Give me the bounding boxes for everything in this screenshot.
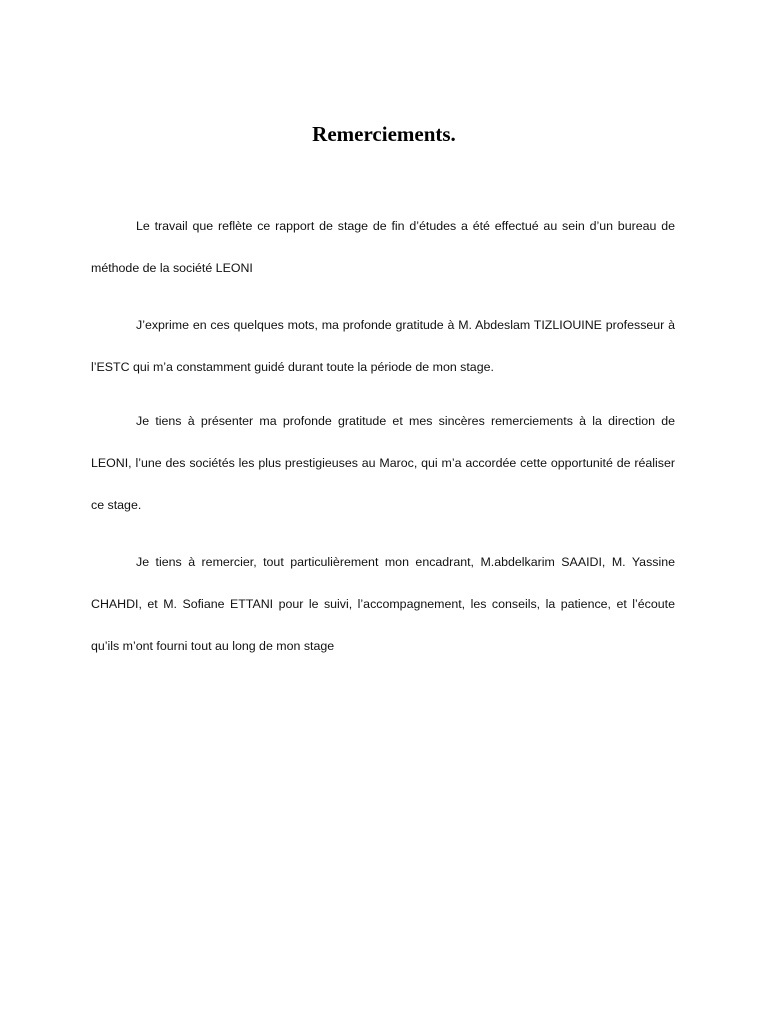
paragraph-3: Je tiens à présenter ma profonde gratitude et mes sincères remerciements à la direction de LEONI, l’une des sociétés les plus prestigieuses au Maroc, qui m’a accordée cette opportunité de réaliser ce stage. [91,414,675,512]
paragraph-4: Je tiens à remercier, tout particulièrement mon encadrant, M.abdelkarim SAAIDI, M. Yassine CHAHDI, et M. Sofiane ETTANI pour le suivi, l’accompagnement, les conseils, la patience, et l’écoute qu’ils m’ont fourni tout au long de mon stage [91,555,675,653]
paragraph-1: Le travail que reflète ce rapport de stage de fin d’études a été effectué au sein d’un bureau de méthode de la société LEONI [91,219,675,275]
page-title: Remerciements. [312,122,456,146]
paragraph-2: J’exprime en ces quelques mots, ma profonde gratitude à M. Abdeslam TIZLIOUINE professeur à l’ESTC qui m’a constamment guidé durant toute la période de mon stage. [91,318,675,374]
